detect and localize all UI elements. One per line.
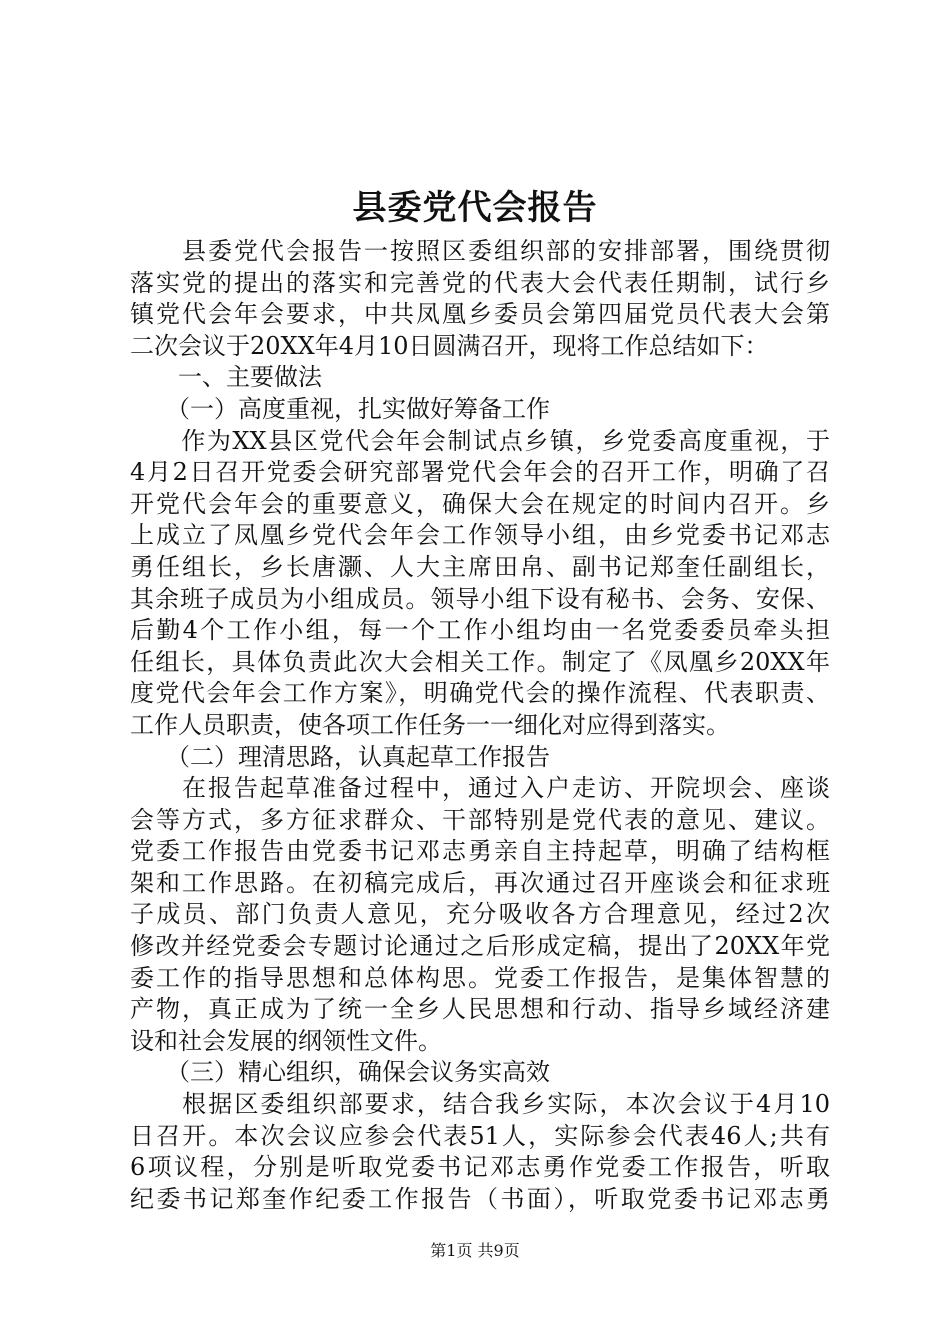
- page-footer: 第1页 共9页: [430, 1241, 520, 1260]
- body-line: 其余班子成员为小组成员。领导小组下设有秘书、会务、安保、: [130, 584, 830, 613]
- body-line: 日召开。本次会议应参会代表51人，实际参会代表46人;共有: [130, 1121, 830, 1150]
- body-line: 开党代会年会的重要意义，确保大会在规定的时间内召开。乡: [130, 489, 830, 518]
- body-line: 落实党的提出的落实和完善党的代表大会代表任期制，试行乡: [130, 268, 830, 297]
- body-line: 子成员、部门负责人意见，充分吸收各方合理意见，经过2次: [130, 900, 830, 929]
- body-line: 在报告起草准备过程中，通过入户走访、开院坝会、座谈: [130, 774, 830, 803]
- body-line: 根据区委组织部要求，结合我乡实际，本次会议于4月10: [130, 1090, 830, 1119]
- body-line: 工作人员职责，使各项工作任务一一细化对应得到落实。: [130, 710, 730, 739]
- body-line: 度党代会年会工作方案》，明确党代会的操作流程、代表职责、: [130, 679, 830, 708]
- body-line: 产物，真正成为了统一全乡人民思想和行动、指导乡域经济建: [130, 995, 830, 1024]
- body-line: 纪委书记郑奎作纪委工作报告（书面），听取党委书记邓志勇: [130, 1184, 830, 1213]
- body-line: 6项议程，分别是听取党委书记邓志勇作党委工作报告，听取: [130, 1153, 830, 1182]
- body-line: 党委工作报告由党委书记邓志勇亲自主持起草，明确了结构框: [130, 837, 830, 866]
- body-line: 设和社会发展的纲领性文件。: [130, 1026, 442, 1055]
- document-body: [130, 236, 830, 1215]
- body-line: 后勤4个工作小组，每一个工作小组均由一名党委委员牵头担: [130, 616, 830, 645]
- body-line: 会等方式，多方征求群众、干部特别是党代表的意见、建议。: [130, 805, 830, 834]
- body-line: 4月2日召开党委会研究部署党代会年会的召开工作，明确了召: [130, 458, 830, 487]
- body-line: 上成立了凤凰乡党代会年会工作领导小组，由乡党委书记邓志: [130, 521, 830, 550]
- body-line: 委工作的指导思想和总体构思。党委工作报告，是集体智慧的: [130, 963, 830, 992]
- body-line: 一、主要做法: [130, 363, 322, 392]
- body-line: （一）高度重视，扎实做好筹备工作: [130, 394, 550, 423]
- document-title: 县委党代会报告: [352, 188, 598, 228]
- body-line: 二次会议于20XX年4月10日圆满召开，现将工作总结如下：: [130, 331, 769, 360]
- body-line: 作为XX县区党代会年会制试点乡镇，乡党委高度重视，于: [130, 426, 830, 455]
- body-line: （三）精心组织，确保会议务实高效: [130, 1058, 550, 1087]
- body-line: 修改并经党委会专题讨论通过之后形成定稿，提出了20XX年党: [130, 932, 830, 961]
- body-line: 架和工作思路。在初稿完成后，再次通过召开座谈会和征求班: [130, 868, 830, 897]
- body-line: 县委党代会报告一按照区委组织部的安排部署，围绕贯彻: [130, 237, 830, 265]
- body-line: 镇党代会年会要求，中共凤凰乡委员会第四届党员代表大会第: [130, 300, 830, 329]
- body-line: 勇任组长，乡长唐灏、人大主席田帛、副书记郑奎任副组长，: [130, 552, 830, 581]
- body-line: 任组长，具体负责此次大会相关工作。制定了《凤凰乡20XX年: [130, 647, 830, 676]
- body-line: （二）理清思路，认真起草工作报告: [130, 742, 550, 771]
